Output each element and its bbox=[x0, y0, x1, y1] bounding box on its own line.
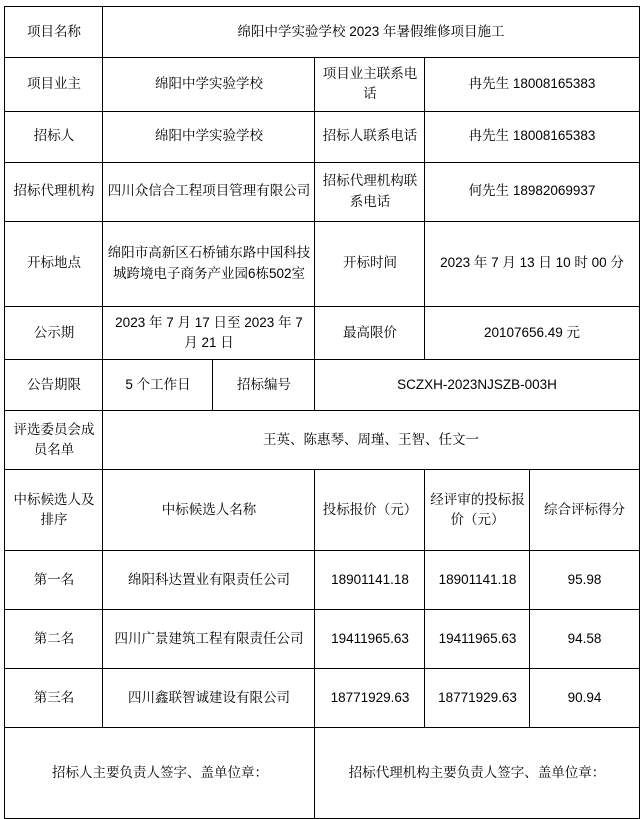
candidate-score: 95.98 bbox=[530, 551, 639, 610]
table-row-publicity bbox=[5, 306, 639, 360]
table-row-candidate bbox=[5, 669, 639, 728]
table-row-agency bbox=[5, 162, 639, 221]
table-row-candidate bbox=[5, 610, 639, 669]
tenderer-phone-value: 冉先生 18008165383 bbox=[425, 111, 639, 162]
table-row-signatures bbox=[5, 728, 639, 819]
table-row-open-place bbox=[5, 221, 639, 306]
agency-phone-label: 招标代理机构联系电话 bbox=[315, 162, 425, 221]
tenderer-label: 招标人 bbox=[5, 111, 103, 162]
agency-signature-cell: 招标代理机构主要负责人签字、盖单位章： bbox=[315, 728, 639, 819]
owner-value: 绵阳中学实验学校 bbox=[103, 58, 315, 112]
candidate-reviewed-price: 18901141.18 bbox=[425, 551, 530, 610]
candidate-name: 四川鑫联智诚建设有限公司 bbox=[103, 669, 315, 728]
owner-phone-label: 项目业主联系电话 bbox=[315, 58, 425, 112]
candidates-rank-header: 中标候选人及排序 bbox=[5, 470, 103, 551]
table-row-notice-period bbox=[5, 360, 639, 411]
bid-no-label: 招标编号 bbox=[213, 360, 315, 411]
candidates-score-header: 综合评标得分 bbox=[530, 470, 639, 551]
owner-label: 项目业主 bbox=[5, 58, 103, 112]
max-price-value: 20107656.49 元 bbox=[425, 306, 639, 360]
agency-label: 招标代理机构 bbox=[5, 162, 103, 221]
candidate-price: 19411965.63 bbox=[315, 610, 425, 669]
publicity-label: 公示期 bbox=[5, 306, 103, 360]
project-name-value: 绵阳中学实验学校 2023 年暑假维修项目施工 bbox=[103, 7, 639, 58]
open-place-label: 开标地点 bbox=[5, 221, 103, 306]
open-time-label: 开标时间 bbox=[315, 221, 425, 306]
owner-phone-value: 冉先生 18008165383 bbox=[425, 58, 639, 112]
candidate-price: 18901141.18 bbox=[315, 551, 425, 610]
project-name-label: 项目名称 bbox=[5, 7, 103, 58]
notice-period-value: 5 个工作日 bbox=[103, 360, 213, 411]
tenderer-signature-cell: 招标人主要负责人签字、盖单位章： bbox=[5, 728, 315, 819]
candidate-score: 94.58 bbox=[530, 610, 639, 669]
publicity-value: 2023 年 7 月 17 日至 2023 年 7 月 21 日 bbox=[103, 306, 315, 360]
committee-label: 评选委员会成员名单 bbox=[5, 411, 103, 470]
agency-phone-value: 何先生 18982069937 bbox=[425, 162, 639, 221]
candidate-score: 90.94 bbox=[530, 669, 639, 728]
candidates-price-header: 投标报价（元） bbox=[315, 470, 425, 551]
agency-value: 四川众信合工程项目管理有限公司 bbox=[103, 162, 315, 221]
table-row-committee bbox=[5, 411, 639, 470]
candidate-rank: 第一名 bbox=[5, 551, 103, 610]
candidate-name: 四川广景建筑工程有限责任公司 bbox=[103, 610, 315, 669]
candidate-price: 18771929.63 bbox=[315, 669, 425, 728]
bid-result-table bbox=[4, 6, 639, 819]
candidate-rank: 第三名 bbox=[5, 669, 103, 728]
open-place-value: 绵阳市高新区石桥铺东路中国科技城跨境电子商务产业园6栋502室 bbox=[103, 221, 315, 306]
tenderer-phone-label: 招标人联系电话 bbox=[315, 111, 425, 162]
table-row-candidate bbox=[5, 551, 639, 610]
table-row-tenderer bbox=[5, 111, 639, 162]
table-row-project-name bbox=[5, 7, 639, 58]
table-row-owner bbox=[5, 58, 639, 112]
candidate-reviewed-price: 18771929.63 bbox=[425, 669, 530, 728]
open-time-value: 2023 年 7 月 13 日 10 时 00 分 bbox=[425, 221, 639, 306]
notice-period-label: 公告期限 bbox=[5, 360, 103, 411]
bid-no-value: SCZXH-2023NJSZB-003H bbox=[315, 360, 639, 411]
candidate-rank: 第二名 bbox=[5, 610, 103, 669]
candidate-name: 绵阳科达置业有限责任公司 bbox=[103, 551, 315, 610]
candidate-reviewed-price: 19411965.63 bbox=[425, 610, 530, 669]
candidates-reviewed-price-header: 经评审的投标报价（元） bbox=[425, 470, 530, 551]
candidates-name-header: 中标候选人名称 bbox=[103, 470, 315, 551]
table-row-candidates-header bbox=[5, 470, 639, 551]
tenderer-value: 绵阳中学实验学校 bbox=[103, 111, 315, 162]
committee-value: 王英、陈惠琴、周瑾、王智、任文一 bbox=[103, 411, 639, 470]
max-price-label: 最高限价 bbox=[315, 306, 425, 360]
